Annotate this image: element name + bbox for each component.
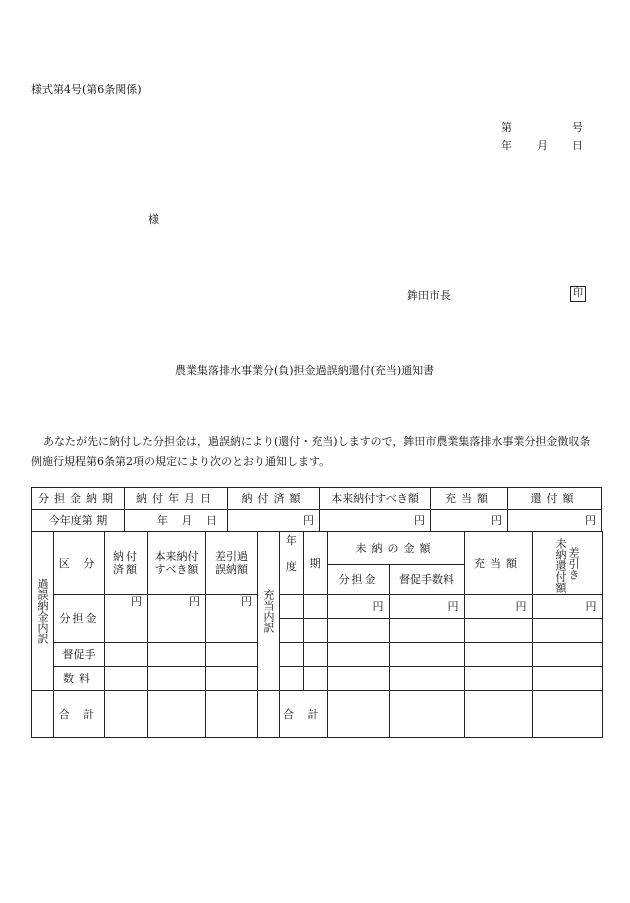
doc-title: 農業集落排水事業分(負)担金過誤納還付(充当)通知書 — [175, 364, 435, 377]
doc-no-dai: 第 — [501, 121, 512, 134]
sec-overpay: 過誤納金内訳 — [32, 532, 54, 691]
date-year: 年 — [501, 139, 512, 152]
h-refund: 還付額 — [508, 488, 602, 510]
h-paid: 納付済額 — [228, 488, 320, 510]
r-paid-yen: 円 — [228, 510, 320, 532]
r-refund-yen: 円 — [508, 510, 602, 532]
h-period: 分担金納期 — [32, 488, 125, 510]
date-month: 月 — [537, 139, 548, 152]
row-fee-label-2: 数料 — [54, 667, 105, 691]
h-due: 本来納付すべき額 — [320, 488, 431, 510]
r-due-yen: 円 — [320, 510, 431, 532]
h-diff-overpay: 差引過 誤納額 — [206, 532, 258, 595]
detail-table — [31, 531, 603, 738]
h-appl: 充当額 — [431, 488, 508, 510]
appl-total-label: 合 計 — [280, 691, 328, 738]
date-day: 日 — [572, 139, 583, 152]
row-share-due-yen: 円 — [148, 595, 206, 643]
row-share-label: 分担金 — [54, 595, 105, 643]
h-unpaid-fee: 督促手数料 — [389, 565, 464, 595]
h-paydate: 納付年月日 — [125, 488, 228, 510]
r-date: 年 月 日 — [125, 510, 228, 532]
row-share-paid-yen: 円 — [105, 595, 148, 643]
appl-r1-year — [280, 595, 304, 619]
h-term: 期 — [303, 532, 327, 595]
appl-r1-amount-yen: 円 — [464, 595, 532, 619]
addressee: 様 — [148, 213, 159, 226]
body-text: あなたが先に納付した分担金は，過誤納により(還付・充当)しますので，鉾田市農業集落排水事業分担金徴収条例施行規程第6条第2項の規定により次のとおり通知します。 — [31, 435, 591, 468]
row-fee-label: 督促手 — [54, 643, 105, 667]
summary-table — [31, 487, 602, 532]
h-unpaid: 未納の金額 — [327, 532, 464, 565]
h-diff-refund: 未納還付額差引き — [532, 532, 602, 595]
seal-mark: 印 — [570, 286, 586, 302]
appl-r1-share-yen: 円 — [327, 595, 389, 619]
appl-r1-term — [303, 595, 327, 619]
kubun: 区 分 — [54, 532, 105, 595]
r-appl-yen: 円 — [431, 510, 508, 532]
h-paid-done: 納付 済額 — [105, 532, 148, 595]
row-share-diff-yen: 円 — [206, 595, 258, 643]
appl-r1-fee-yen: 円 — [389, 595, 464, 619]
row-total-label: 合 計 — [54, 691, 105, 738]
h-due-amount: 本来納付 すべき額 — [148, 532, 206, 595]
h-unpaid-share: 分担金 — [327, 565, 389, 595]
appl-r1-refund-yen: 円 — [532, 595, 602, 619]
issuer: 鉾田市長 — [407, 289, 451, 302]
h-appl-amount: 充当額 — [464, 532, 532, 595]
form-number: 様式第4号(第6条関係) — [31, 83, 142, 96]
h-fiscal-year: 年 度 — [280, 532, 304, 595]
doc-no-go: 号 — [572, 121, 583, 134]
sec-appl: 充当内訳 — [258, 532, 280, 691]
r-period: 今年度第 期 — [32, 510, 125, 532]
